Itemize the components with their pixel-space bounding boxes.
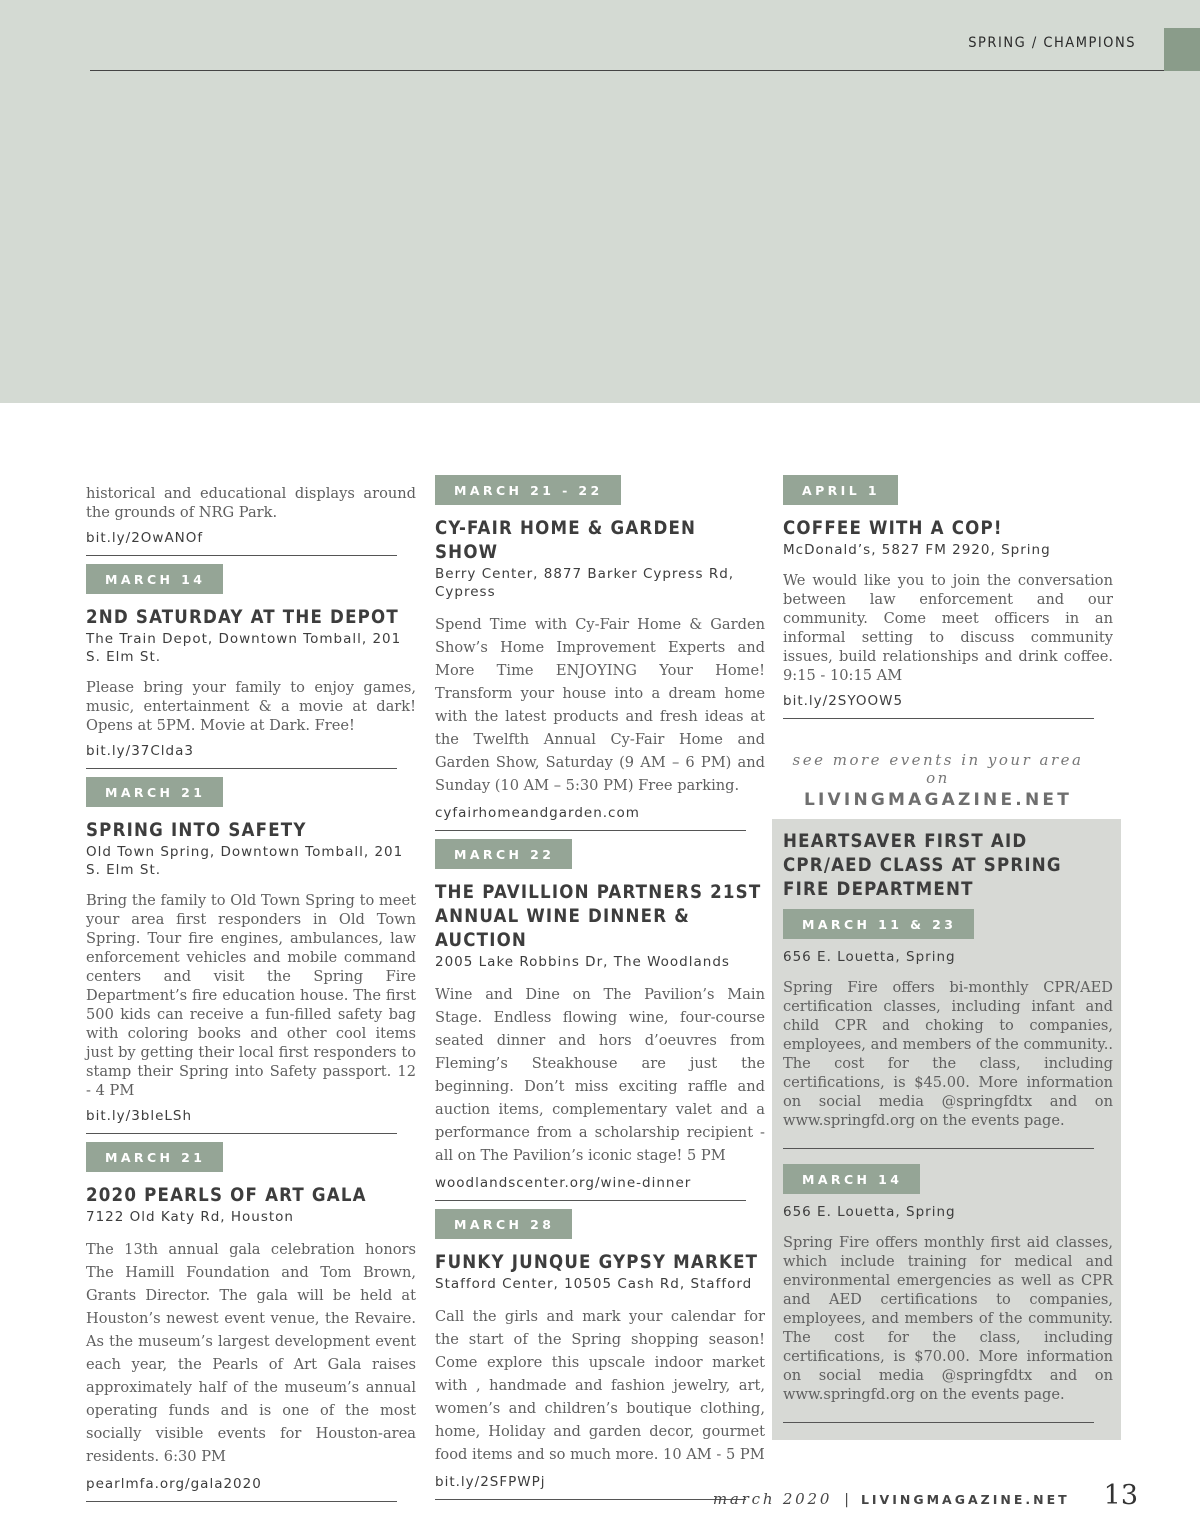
event-cy-fair-home-garden: [435, 475, 765, 831]
event-coffee-with-a-cop: [783, 475, 1113, 719]
event-title: 2ND SATURDAY AT THE DEPOT: [86, 607, 399, 628]
event-link[interactable]: bit.ly/2SFPWPj: [435, 1474, 546, 1490]
event-funky-junque-market: [435, 1209, 765, 1500]
event-link[interactable]: bit.ly/2SYOOW5: [783, 693, 904, 709]
page-footer: [713, 1480, 1138, 1511]
event-link[interactable]: bit.ly/37Clda3: [86, 743, 194, 759]
event-title: COFFEE WITH A COP!: [783, 518, 1003, 539]
divider: [435, 1499, 746, 1500]
event-location: 2005 Lake Robbins Dr, The Woodlands: [435, 954, 730, 970]
event-pearls-of-art-gala: [86, 1142, 416, 1502]
heartsaver-box-content: [783, 830, 1113, 1431]
divider: [86, 1133, 397, 1134]
event-date-badge: MARCH 14: [86, 564, 223, 594]
event-link[interactable]: woodlandscenter.org/wine-dinner: [435, 1175, 692, 1191]
event-location: The Train Depot, Downtown Tomball, 201 S. Elm St.: [86, 631, 402, 665]
event-link[interactable]: pearlmfa.org/gala2020: [86, 1476, 262, 1492]
divider: [86, 768, 397, 769]
continued-description: historical and educational displays around the grounds of NRG Park.: [86, 485, 416, 521]
divider: [783, 1422, 1094, 1423]
event-location: 7122 Old Katy Rd, Houston: [86, 1209, 294, 1225]
event-date-badge: MARCH 22: [435, 839, 572, 869]
event-description: Spend Time with Cy-Fair Home & Garden Show’s Home Improvement Experts and More Time ENJOYING Your Home! Transform your house into a dream home with the latest products and fresh ideas at the Twelfth Annual Cy-Fair Home and Garden Show, Saturday (9 AM – 6 PM) and Sunday (10 AM – 5:30 PM) Free parking.: [435, 616, 765, 794]
event-location: McDonald’s, 5827 FM 2920, Spring: [783, 542, 1051, 558]
event-spring-into-safety: [86, 777, 416, 1134]
event-title: SPRING INTO SAFETY: [86, 820, 307, 841]
event-2nd-saturday: [86, 564, 416, 769]
footer-separator: |: [844, 1492, 849, 1508]
event-location: Old Town Spring, Downtown Tomball, 201 S. Elm St.: [86, 844, 404, 878]
event-description: Spring Fire offers bi-monthly CPR/AED certification classes, including infant and child CPR and choking to companies, employees, and members of the community.. The cost for the class, including certifications, is $45.00. More information on social media @springfdtx and on www.springfd.org on the events page.: [783, 979, 1113, 1129]
event-location: Berry Center, 8877 Barker Cypress Rd, Cypress: [435, 566, 735, 600]
event-link[interactable]: bit.ly/3bleLSh: [86, 1108, 193, 1124]
event-pavillion-wine-dinner: [435, 839, 765, 1201]
event-title: THE PAVILLION PARTNERS 21ST ANNUAL WINE DINNER & AUCTION: [435, 882, 762, 951]
footer-issue-date: march 2020: [712, 1490, 833, 1508]
event-date-badge: MARCH 14: [783, 1164, 920, 1194]
section-label: SPRING / CHAMPIONS: [968, 35, 1136, 51]
photo-placeholder-band: [0, 0, 1200, 403]
event-location: Stafford Center, 10505 Cash Rd, Stafford: [435, 1276, 753, 1292]
event-description: We would like you to join the conversation between law enforcement and our community. Come meet officers in an informal setting to discuss community issues, build relationships and drink coffee. 9:15 - 10:15 AM: [783, 572, 1113, 684]
event-description: Please bring your family to enjoy games, music, entertainment & a movie at dark! Opens at 5PM. Movie at Dark. Free!: [86, 679, 416, 734]
event-date-badge: MARCH 21: [86, 1142, 223, 1172]
event-date-badge: APRIL 1: [783, 475, 898, 505]
page-number: 13: [1103, 1480, 1138, 1511]
heartsaver-session-1: [783, 902, 1113, 1149]
event-location: 656 E. Louetta, Spring: [783, 949, 956, 965]
event-date-badge: MARCH 11 & 23: [783, 909, 974, 939]
column-1: [86, 475, 416, 1510]
divider: [783, 1148, 1094, 1149]
divider: [86, 555, 397, 556]
more-events-site[interactable]: LIVINGMAGAZINE.NET: [804, 790, 1072, 810]
divider: [435, 1200, 746, 1201]
event-location: 656 E. Louetta, Spring: [783, 1204, 956, 1220]
column-3: [783, 475, 1113, 848]
event-description: Call the girls and mark your calendar for the start of the Spring shopping season! Come explore this upscale indoor market with , handmade and fashion jewelry, art, women’s and children’s boutique clothing, home, Holiday and garden decor, gourmet food items and so much more. 10 AM - 5 PM: [435, 1308, 765, 1463]
event-description: Spring Fire offers monthly first aid classes, which include training for medical and environmental emergencies as well as CPR and AED certifications to companies, employees, and members of the community. The cost for the class, including certifications, is $70.00. More information on social media @springfdtx and on www.springfd.org on the events page.: [783, 1234, 1113, 1403]
divider: [86, 1501, 397, 1502]
header-tab-accent: [1164, 28, 1200, 71]
event-title: CY-FAIR HOME & GARDEN SHOW: [435, 518, 697, 563]
event-title: FUNKY JUNQUE GYPSY MARKET: [435, 1252, 759, 1273]
heartsaver-session-2: [783, 1157, 1113, 1423]
event-description: Wine and Dine on The Pavilion’s Main Stage. Endless flowing wine, four-course seated dinner and hors d’oeuvres from Fleming’s Steakhouse are just the beginning. Don’t miss exciting raffle and auction items, complementary valet and a performance from a scholarship recipient - all on The Pavilion’s iconic stage! 5 PM: [435, 986, 765, 1164]
event-description: The 13th annual gala celebration honors The Hamill Foundation and Tom Brown, Grants Director. The gala will be held at Houston’s newest event venue, the Revaire. As the museum’s largest development event each year, the Pearls of Art Gala raises approximately half of the museum’s annual operating funds and is one of the most socially visible events for Houston-area residents. 6:30 PM: [86, 1241, 416, 1465]
event-title: 2020 PEARLS OF ART GALA: [86, 1185, 367, 1206]
more-events-text: see more events in your area on: [792, 751, 1084, 787]
box-title: HEARTSAVER FIRST AID CPR/AED CLASS AT SPRING FIRE DEPARTMENT: [783, 831, 1062, 900]
header-rule: [90, 70, 1165, 71]
event-date-badge: MARCH 21 - 22: [435, 475, 621, 505]
divider: [435, 830, 746, 831]
column-2: [435, 475, 765, 1508]
event-link[interactable]: cyfairhomeandgarden.com: [435, 805, 640, 821]
divider: [783, 718, 1094, 719]
event-date-badge: MARCH 28: [435, 1209, 572, 1239]
footer-site[interactable]: LIVINGMAGAZINE.NET: [860, 1492, 1070, 1507]
event-link[interactable]: bit.ly/2OwANOf: [86, 530, 204, 546]
heartsaver-sidebar-box: [772, 819, 1121, 1440]
more-events-callout: [783, 751, 1093, 810]
event-description: Bring the family to Old Town Spring to meet your area first responders in Old Town Spring. Tour fire engines, ambulances, law enforcement vehicles and mobile command centers and visit the Spring Fire Department’s fire education house. The first 500 kids can receive a fun-filled safety bag with coloring books and other cool items just by getting their local first responders to stamp their Spring into Safety passport. 12 - 4 PM: [86, 892, 416, 1099]
event-date-badge: MARCH 21: [86, 777, 223, 807]
